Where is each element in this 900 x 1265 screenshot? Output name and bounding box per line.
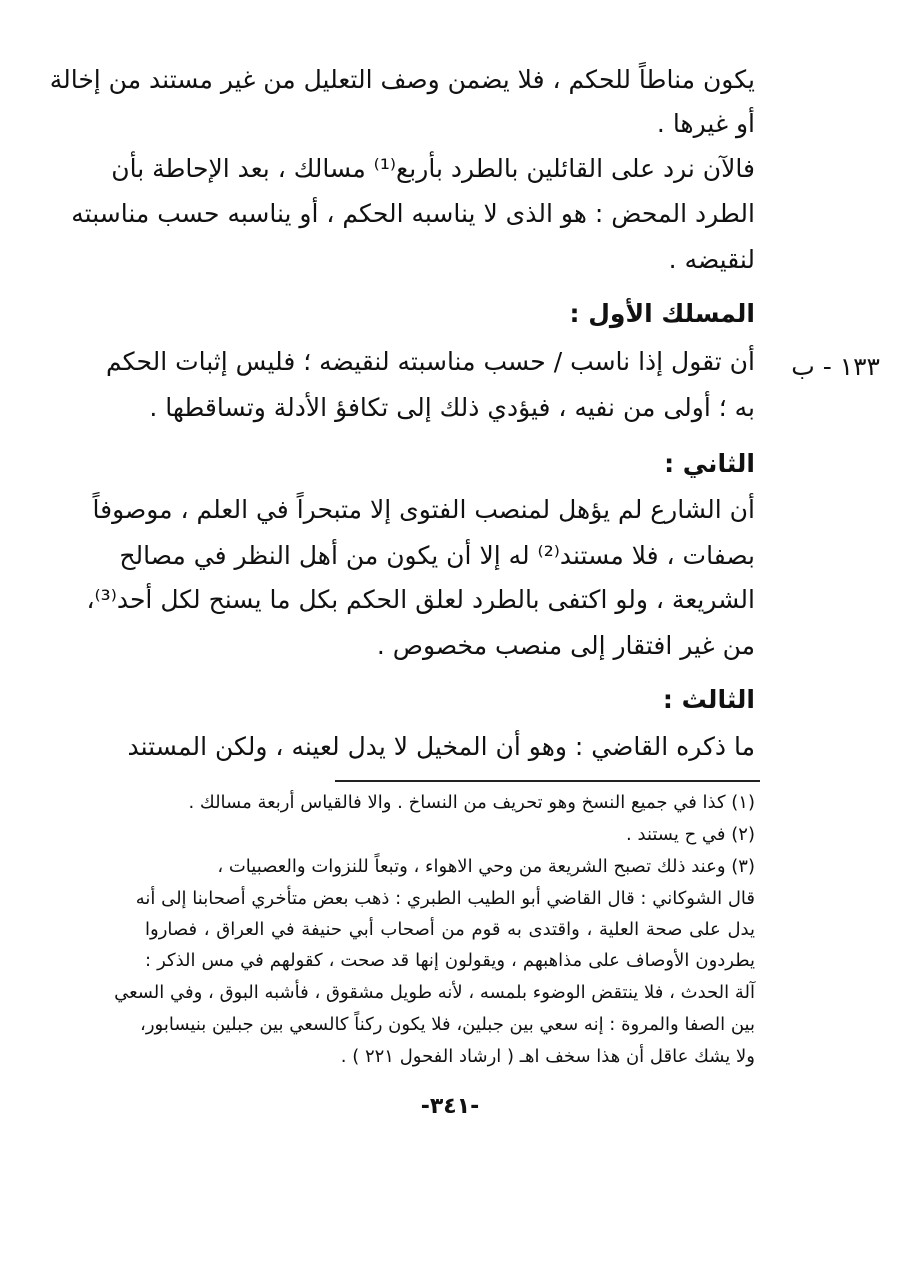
footnote-line: يدل على صحة العلية ، واقتدى به قوم من أصحاب أبي حنيفة في العراق ، فصاروا: [145, 919, 755, 940]
footnote-line: ولا يشك عاقل أن هذا سخف اهـ ( ارشاد الفحول ٢٢١ ) .: [340, 1046, 755, 1067]
footnote-line: (١) كذا في جميع النسخ وهو تحريف من النساخ . والا فالقياس أربعة مسالك .: [188, 792, 755, 813]
margin-folio-note: ١٣٣ - ب: [791, 352, 880, 381]
body-line: بصفات ، فلا مستند⁽²⁾ له إلا أن يكون من أهل النظر في مصالح: [119, 541, 755, 570]
body-line: ما ذكره القاضي : وهو أن المخيل لا يدل لعينه ، ولكن المستند: [127, 732, 755, 761]
body-line: أن تقول إذا ناسب / حسب مناسبته لنقيضه ؛ فليس إثبات الحكم: [106, 347, 755, 376]
body-line: فالآن نرد على القائلين بالطرد بأربع⁽¹⁾ مسالك ، بعد الإحاطة بأن: [111, 154, 755, 183]
footnote-line: يطردون الأوصاف على مذاهبهم ، ويقولون إنها قد صحت ، كقولهم في مس الذكر :: [145, 950, 755, 971]
body-line: أو غيرها .: [656, 109, 755, 138]
body-line: الشريعة ، ولو اكتفى بالطرد لعلق الحكم بكل ما يسنح لكل أحد⁽³⁾،: [86, 585, 755, 614]
body-line: أن الشارع لم يؤهل لمنصب الفتوى إلا متبحراً في العلم ، موصوفاً: [92, 495, 755, 524]
footnote-line: (٢) في ح يستند .: [626, 824, 755, 845]
footnote-line: بين الصفا والمروة : إنه سعي بين جبلين، فلا يكون ركناً كالسعي بين جبلين بنيسابور،: [140, 1014, 755, 1035]
body-line: الطرد المحض : هو الذى لا يناسبه الحكم ، أو يناسبه حسب مناسبته: [71, 199, 755, 228]
body-line: به ؛ أولى من نفيه ، فيؤدي ذلك إلى تكافؤ الأدلة وتساقطها .: [149, 393, 755, 422]
footnote-line: (٣) وعند ذلك تصبح الشريعة من وحي الاهواء ، وتبعاً للنزوات والعصبيات ،: [217, 856, 755, 877]
footnote-line: قال الشوكاني : قال القاضي أبو الطيب الطبري : ذهب بعض متأخري أصحابنا إلى أنه: [135, 888, 755, 909]
section-heading-first: المسلك الأول :: [569, 299, 755, 328]
section-heading-second: الثاني :: [664, 449, 755, 478]
footnote-line: آلة الحدث ، فلا ينتقض الوضوء بلمسه ، لأنه طويل مشقوق ، فأشبه البوق ، وفي السعي: [114, 982, 755, 1003]
section-heading-third: الثالث :: [662, 685, 755, 714]
body-line: لنقيضه .: [668, 245, 755, 274]
page-number: -٣٤١-: [420, 1094, 480, 1119]
body-line: يكون مناطاً للحكم ، فلا يضمن وصف التعليل من غير مستند من إخالة: [49, 65, 755, 94]
body-line: من غير افتقار إلى منصب مخصوص .: [376, 631, 755, 660]
footnote-separator: [335, 780, 760, 782]
